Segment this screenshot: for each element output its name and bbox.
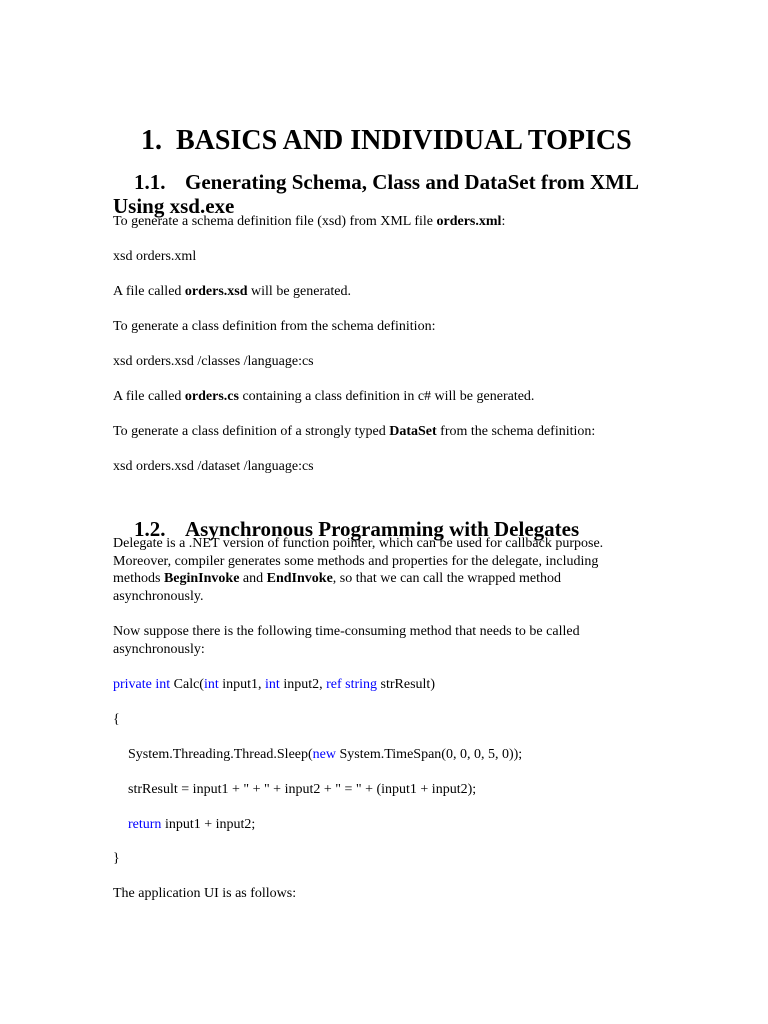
code-line-strresult: strResult = input1 + " + " + input2 + " = " + (input1 + input2); [128,782,477,797]
paragraph-time-consuming [113,623,580,658]
keyword: private [113,677,152,692]
code-line-sleep [128,746,522,764]
keyword: string [345,677,378,692]
text: containing a class definition in c# will be generated. [238,389,535,404]
paragraph-schema-intro [113,213,505,231]
text-line: Now suppose there is the following time-consuming method that needs to be called [113,624,580,639]
code-text: input1, [218,677,266,692]
text: To generate a class definition of a strongly typed [113,424,390,439]
begininvoke-bold: BeginInvoke [163,571,240,586]
text: A file called [113,284,185,299]
keyword: int [155,677,171,692]
text-line: Moreover, compiler generates some methods and properties for the delegate, including [113,553,599,569]
heading-1-1-title-line1: Generating Schema, Class and DataSet from XML [185,170,640,194]
code-text: input2, [279,677,327,692]
text: To generate a schema definition file (xsd) from XML file [113,214,437,229]
paragraph-xsd-generated [113,283,351,301]
code-line-open-brace: { [113,712,120,727]
text-line: asynchronously: [113,641,205,657]
filename-bold: orders.cs [184,389,239,404]
code-line-close-brace: } [113,851,120,866]
paragraph-dataset-intro [113,423,595,441]
text-line: asynchronously. [113,588,204,604]
code-text: System.Threading.Thread.Sleep( [128,747,313,762]
heading-1-number: 1. [141,125,162,156]
code-line-return [128,816,255,834]
text: , so that we can call the wrapped method [332,571,561,586]
heading-1-2-title: Asynchronous Programming with Delegates [185,517,580,541]
paragraph-delegate [113,535,603,605]
keyword: int [265,677,280,692]
code-text: input1 + input2; [161,817,256,832]
heading-1-1-title-line2: Using xsd.exe [113,194,235,218]
dataset-bold: DataSet [389,424,437,439]
filename-bold: orders.xml [436,214,502,229]
code-text: Calc( [170,677,204,692]
text: : [501,214,506,229]
heading-1-2-number: 1.2. [134,517,166,541]
paragraph-application-ui: The application UI is as follows: [113,886,297,901]
text-line: Delegate is a .NET version of function pointer, which can be used for callback purpose. [113,536,604,551]
keyword: return [128,817,162,832]
command-xsd-dataset: xsd orders.xsd /dataset /language:cs [113,459,314,474]
command-xsd-orders-xml: xsd orders.xml [113,249,197,264]
text: will be generated. [247,284,351,299]
heading-1-1-number: 1.1. [134,170,166,194]
text: methods [113,571,164,586]
paragraph-cs-generated [113,388,534,406]
paragraph-class-intro: To generate a class definition from the schema definition: [113,319,436,334]
keyword: ref [326,677,342,692]
text: from the schema definition: [436,424,596,439]
keyword: int [203,677,219,692]
code-text: System.TimeSpan(0, 0, 0, 5, 0)); [336,747,523,762]
keyword: new [312,747,336,762]
code-text: strResult) [377,677,435,692]
text: A file called [113,389,185,404]
command-xsd-classes: xsd orders.xsd /classes /language:cs [113,354,314,369]
text: and [239,571,267,586]
code-line-signature [113,676,435,694]
filename-bold: orders.xsd [184,284,248,299]
endinvoke-bold: EndInvoke [266,571,333,586]
heading-1-title: BASICS AND INDIVIDUAL TOPICS [176,125,632,156]
